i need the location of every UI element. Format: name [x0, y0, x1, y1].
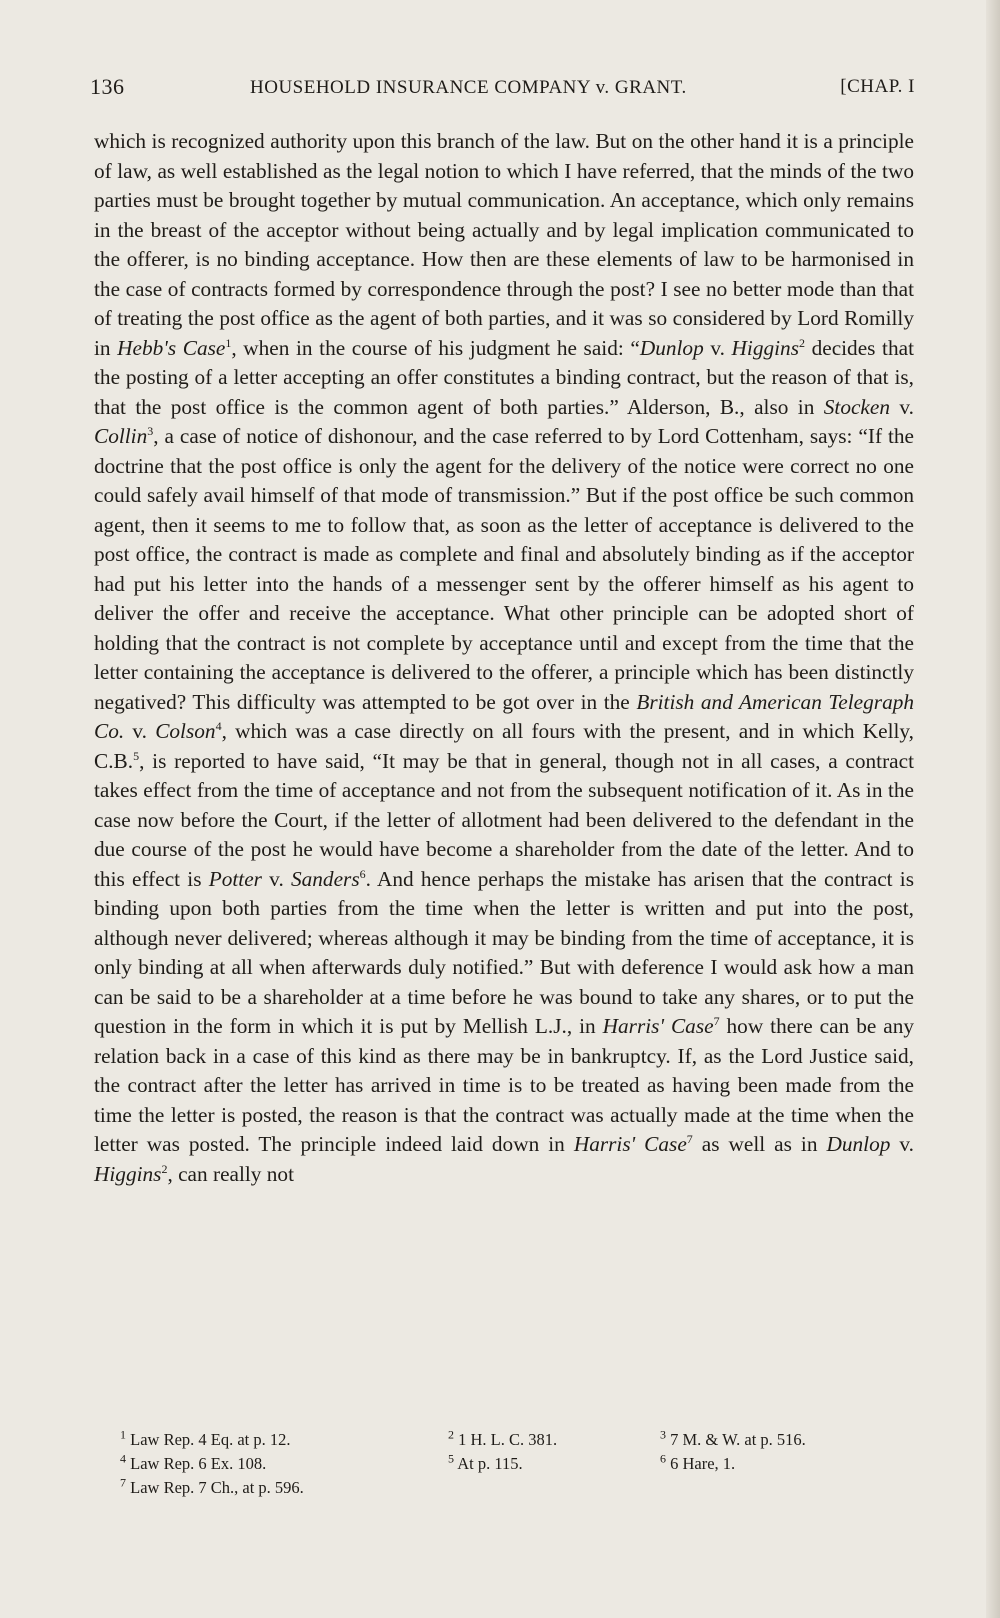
case-name: Dunlop: [826, 1132, 891, 1156]
footnote-6: $^6$ 6 Hare, 1.: [660, 1451, 736, 1473]
running-title: HOUSEHOLD INSURANCE COMPANY v. GRANT.: [250, 77, 687, 98]
case-name: Harris' Case: [602, 1014, 714, 1038]
body-paragraph: [94, 127, 914, 1189]
footnote-row: [120, 1476, 920, 1500]
running-header: [90, 74, 915, 108]
case-name: Higgins: [94, 1161, 162, 1186]
footnote-ref: 6: [359, 866, 366, 881]
case-name: Hebb's Case: [117, 335, 226, 360]
case-name: Harris' Case: [573, 1132, 687, 1156]
footnote-1: $^1$ Law Rep. 4 Eq. at p. 12.: [120, 1427, 291, 1449]
page-edge-shadow: [986, 0, 1000, 1618]
footnote-7: $^7$ Law Rep. 7 Ch., at p. 596.: [120, 1475, 304, 1497]
case-name: Stocken: [823, 394, 890, 419]
footnotes: [120, 1428, 920, 1500]
case-name: Higgins: [731, 335, 799, 360]
footnote-ref: 2: [798, 335, 805, 350]
body-text-run: how there can be any relation back in a case of this kind as there may be in bankruptcy. If, as the Lord Justice said, the contract after the letter has arrived in time is to be treated as having been made from the time the letter is posted, the reason is that the contract was actually made at the time when the letter was posted. The principle indeed laid down in: [94, 1014, 915, 1156]
footnote-ref: 2: [161, 1161, 168, 1176]
footnote-row: [120, 1428, 920, 1452]
body-text-run: v.: [703, 335, 732, 360]
case-name: Dunlop: [639, 335, 704, 360]
footnote-ref: 1: [225, 335, 232, 350]
body-text-run: decides that the posting of a letter accepting an offer constitutes a binding contract, but the reason of that is, that the post office is the common agent of both parties.” Alderson, B., also in: [94, 335, 914, 419]
footnote-ref: 3: [147, 423, 154, 438]
footnote-ref: 5: [133, 748, 140, 763]
body-text-run: which is recognized authority upon this branch of the law. But on the other hand it is a principle of law, as well established as the legal notion to which I have referred, that the minds of the two parties must be brought together by mutual communication. An acceptance, which only remains in the breast of the acceptor without being actually and by legal implication communicated to the offerer, is no binding acceptance. How then are these elements of law to be harmonised in the case of contracts formed by correspondence through the post? I see no better mode than that of treating the post office as the agent of both parties, and it was so considered by Lord Romilly in: [94, 129, 914, 360]
case-name: Sanders: [290, 866, 360, 891]
case-name: British and American Telegraph Co.: [94, 689, 915, 743]
body-text-run: , a case of notice of dishonour, and the case referred to by Lord Cottenham, says: “If the doctrine that the post office is only the agent for the delivery of the notice were correct no one could safely avail himself of that mode of transmission.” But if the post office be such common agent, then it seems to me to follow that, as soon as the letter of acceptance is delivered to the post office, the contract is made as complete and final and absolutely binding as if the acceptor had put his letter into the hands of a messenger sent by the offerer himself as his agent to deliver the offer and receive the acceptance. What other principle can be adopted short of holding that the contract is not complete by acceptance until and except from the time that the letter containing the acceptance is delivered to the offerer, a principle which has been distinctly negatived? This difficulty was attempted to be got over in the: [94, 424, 914, 714]
body-text-run: v.: [890, 1132, 914, 1156]
chapter-label: [CHAP. I: [840, 76, 915, 97]
body-text-run: . And hence perhaps the mistake has arisen that the contract is binding upon both parties from the time when the letter is written and put into the post, although never delivered; whereas although it may be binding from the time of acceptance, it is only binding at all when afterwards duly notified.” But with deference I would ask how a man can be said to be a shareholder at a time before he was bound to take any shares, or to put the question in the form in which it is put by Mellish L.J., in: [94, 866, 914, 1038]
case-name: Colson: [155, 719, 216, 743]
page-number: 136: [90, 74, 125, 99]
footnote-ref: 7: [713, 1013, 720, 1028]
case-name: Collin: [94, 424, 148, 448]
body-text-run: , when in the course of his judgment he said: “: [231, 335, 640, 360]
footnote-3: $^3$ 7 M. & W. at p. 516.: [660, 1427, 806, 1449]
footnote-ref: 7: [686, 1131, 693, 1146]
body-text-run: v.: [124, 719, 156, 743]
footnote-4: $^4$ Law Rep. 6 Ex. 108.: [120, 1451, 267, 1473]
body-text-run: , can really not: [167, 1161, 294, 1186]
body-text-run: v.: [890, 394, 914, 419]
footnote-2: $^2$ 1 H. L. C. 381.: [448, 1427, 558, 1449]
footnote-5: $^5$ At p. 115.: [448, 1451, 523, 1473]
footnote-row: [120, 1452, 920, 1476]
case-name: Potter: [208, 866, 262, 891]
body-text-run: , which was a case directly on all fours with the present, and in which Kelly, C.B.: [94, 719, 914, 773]
body-text-run: v.: [261, 866, 291, 891]
body-text-run: , is reported to have said, “It may be that in general, though not in all cases, a contract takes effect from the time of acceptance and not from the subsequent notification of it. As in the case now before the Court, if the letter of allotment had been delivered to the defendant in the due course of the post he would have become a shareholder from the date of the letter. And to this effect is: [94, 748, 914, 891]
footnote-ref: 4: [215, 718, 222, 733]
body-text-run: as well as in: [692, 1132, 827, 1156]
